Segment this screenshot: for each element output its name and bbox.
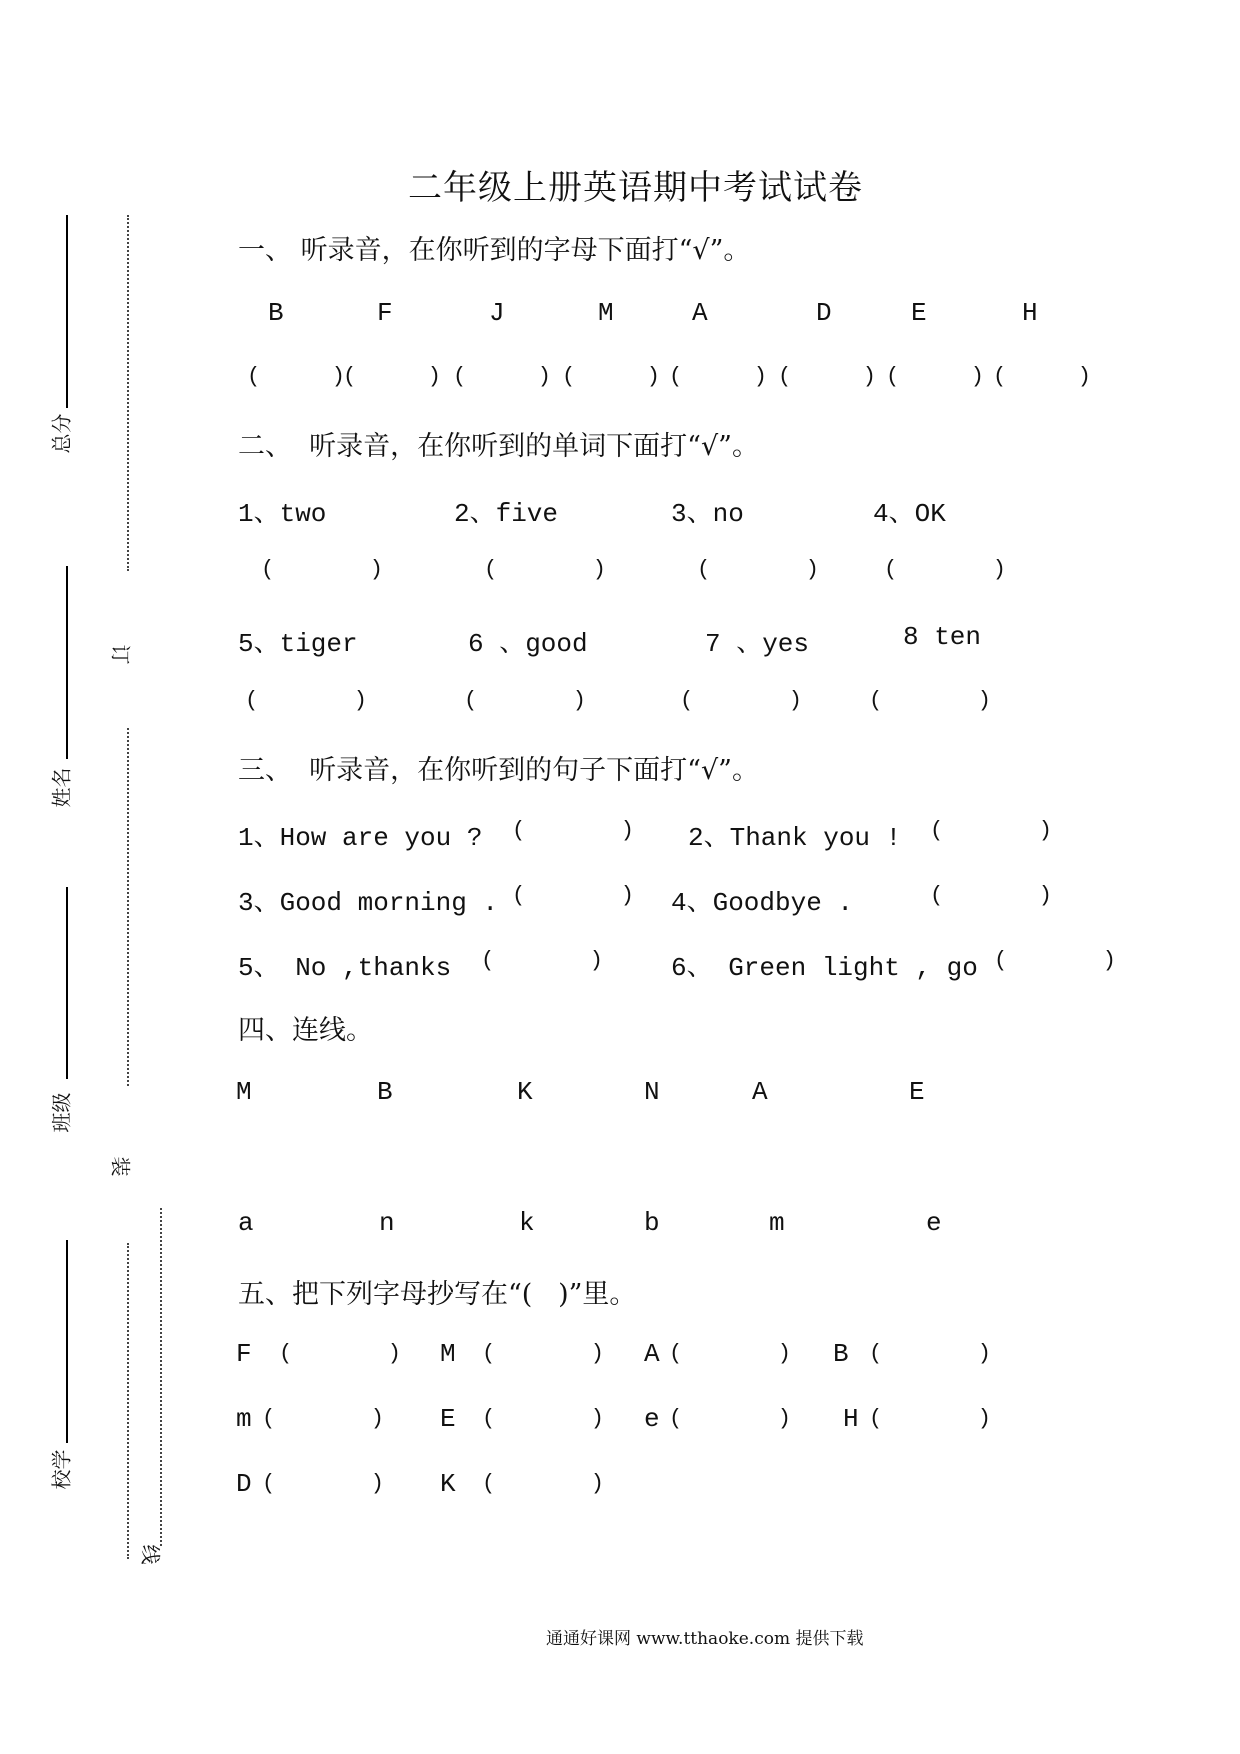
answer-blank[interactable]: ( ) <box>930 883 1067 908</box>
answer-blank[interactable]: ( ) <box>697 557 834 582</box>
margin-dotted-1 <box>127 215 129 571</box>
answer-blank[interactable]: ( ) <box>343 364 450 389</box>
word-item: 4、OK <box>873 499 946 529</box>
match-upper[interactable]: B <box>377 1077 393 1107</box>
copy-letter: e <box>644 1404 660 1434</box>
school-label: 校学 <box>49 1449 74 1490</box>
answer-blank[interactable]: ( ) <box>778 364 885 389</box>
word-item: 1、two <box>238 499 327 529</box>
copy-letter: F <box>236 1339 252 1369</box>
answer-blank[interactable]: ( ) <box>669 1406 806 1431</box>
section1-heading: 一、 听录音，在你听到的字母下面打“√”。 <box>238 235 751 266</box>
zhuang-mark: 装 <box>108 1156 133 1177</box>
letter: B <box>268 298 284 328</box>
word-item: 8 ten <box>903 622 982 652</box>
answer-blank[interactable]: ( ) <box>869 688 1006 713</box>
word-item: 5、tiger <box>238 629 358 659</box>
match-upper[interactable]: A <box>752 1077 768 1107</box>
margin-line-name <box>66 566 68 759</box>
sentence-item: 4、Goodbye . <box>671 888 854 918</box>
copy-letter: M <box>440 1339 456 1369</box>
copy-letter: A <box>644 1339 660 1369</box>
margin-line-school <box>66 1240 68 1443</box>
answer-blank[interactable]: ( ) <box>930 818 1067 843</box>
letter: D <box>816 298 832 328</box>
match-lower[interactable]: k <box>519 1208 535 1238</box>
copy-letter: B <box>833 1339 849 1369</box>
match-upper[interactable]: E <box>909 1077 925 1107</box>
margin-dotted-4 <box>160 1208 162 1546</box>
letter: M <box>598 298 614 328</box>
section4-heading: 四、连线。 <box>238 1015 373 1046</box>
answer-blank[interactable]: ( ) <box>453 364 560 389</box>
answer-blank[interactable]: ( ) <box>512 883 649 908</box>
letter: H <box>1022 298 1038 328</box>
answer-blank[interactable]: ( ) <box>869 1406 1006 1431</box>
answer-blank[interactable]: ( ) <box>464 688 601 713</box>
copy-letter: E <box>440 1404 456 1434</box>
sentence-item: 2、Thank you ! <box>688 823 902 853</box>
word-item: 6 、good <box>468 629 588 659</box>
page-title: 二年级上册英语期中考试试卷 <box>408 168 863 208</box>
section5-heading: 五、把下列字母抄写在“( )”里。 <box>238 1279 637 1310</box>
letter: A <box>692 298 708 328</box>
answer-blank[interactable]: ( ) <box>994 948 1131 973</box>
match-lower[interactable]: n <box>379 1208 395 1238</box>
margin-dotted-2 <box>127 728 129 1086</box>
answer-blank[interactable]: ( ) <box>262 1406 399 1431</box>
match-lower[interactable]: a <box>238 1208 254 1238</box>
sentence-item: 6、 Green light , go <box>671 953 978 983</box>
word-item: 2、five <box>454 499 559 529</box>
margin-line-class <box>66 887 68 1079</box>
match-upper[interactable]: K <box>517 1077 533 1107</box>
copy-letter: m <box>236 1404 252 1434</box>
ding-mark: 订 <box>108 644 133 665</box>
margin-dotted-3 <box>127 1243 129 1559</box>
class-label: 班级 <box>49 1092 74 1133</box>
answer-blank[interactable]: ( ) <box>886 364 993 389</box>
answer-blank[interactable]: ( ) <box>484 557 621 582</box>
answer-blank[interactable]: ( ) <box>669 364 776 389</box>
name-label: 姓名 <box>49 767 74 808</box>
match-lower[interactable]: b <box>644 1208 660 1238</box>
footer-credit: 通通好课网 www.tthaoke.com 提供下载 <box>546 1629 864 1649</box>
answer-blank[interactable]: ( ) <box>482 1406 619 1431</box>
copy-letter: K <box>440 1469 456 1499</box>
match-lower[interactable]: e <box>926 1208 942 1238</box>
copy-letter: D <box>236 1469 252 1499</box>
total-score-label: 总分 <box>49 413 74 454</box>
answer-blank[interactable]: ( ) <box>481 948 618 973</box>
match-lower[interactable]: m <box>769 1208 785 1238</box>
match-upper[interactable]: N <box>644 1077 660 1107</box>
answer-blank[interactable]: ( ) <box>884 557 1021 582</box>
section2-heading: 二、 听录音，在你听到的单词下面打“√”。 <box>238 431 759 462</box>
sentence-item: 5、 No ,thanks <box>238 953 452 983</box>
section3-heading: 三、 听录音，在你听到的句子下面打“√”。 <box>238 755 759 786</box>
sentence-item: 1、How are you ? <box>238 823 483 853</box>
margin-line-total <box>66 215 68 408</box>
letter: J <box>489 298 505 328</box>
answer-blank[interactable]: ( ) <box>261 557 398 582</box>
answer-blank[interactable]: ( ) <box>482 1341 619 1366</box>
answer-blank[interactable]: ( ) <box>247 364 354 389</box>
xian-mark: 线 <box>138 1544 163 1565</box>
letter: E <box>911 298 927 328</box>
answer-blank[interactable]: ( ) <box>512 818 649 843</box>
answer-blank[interactable]: ( ) <box>482 1471 619 1496</box>
copy-letter: H <box>843 1404 859 1434</box>
answer-blank[interactable]: ( ) <box>262 1471 399 1496</box>
answer-blank[interactable]: ( ) <box>669 1341 806 1366</box>
answer-blank[interactable]: ( ) <box>562 364 669 389</box>
answer-blank[interactable]: ( ) <box>245 688 382 713</box>
sentence-item: 3、Good morning . <box>238 888 499 918</box>
letter: F <box>377 298 393 328</box>
answer-blank[interactable]: ( ) <box>680 688 817 713</box>
answer-blank[interactable]: ( ) <box>869 1341 1006 1366</box>
answer-blank[interactable]: ( ) <box>279 1341 416 1366</box>
match-upper[interactable]: M <box>236 1077 252 1107</box>
word-item: 7 、yes <box>705 629 810 659</box>
answer-blank[interactable]: ( ) <box>993 364 1100 389</box>
word-item: 3、no <box>671 499 744 529</box>
